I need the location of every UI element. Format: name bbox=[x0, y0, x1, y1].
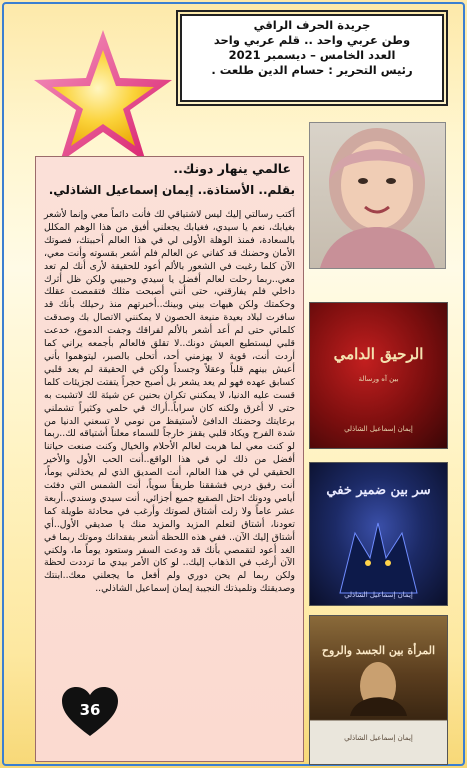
book-cover-1 bbox=[309, 302, 448, 449]
heart-icon bbox=[60, 686, 120, 738]
newspaper-slogan: وطن عربي واحد .. قلم عربي واحد bbox=[213, 33, 411, 47]
book-title: الرحيق الدامي bbox=[333, 345, 424, 363]
book-title: سر بين ضمير خفي bbox=[326, 483, 431, 498]
book-cover-3 bbox=[309, 615, 448, 765]
book-author: إيمان إسماعيل الشاذلي bbox=[344, 425, 413, 433]
author-photo bbox=[309, 122, 446, 269]
book-author: إيمان إسماعيل الشاذلي bbox=[344, 591, 413, 599]
editor-info: رئيس التحرير : حسام الدين طلعت . bbox=[211, 63, 413, 77]
book-author: إيمان إسماعيل الشاذلي bbox=[344, 734, 413, 742]
article-box bbox=[35, 156, 304, 762]
book-subtitle: بين آه ورسالة bbox=[358, 375, 399, 383]
newspaper-name: جريدة الحرف الراقي bbox=[253, 18, 371, 32]
star-decoration bbox=[28, 26, 178, 168]
book-cover-2 bbox=[309, 462, 448, 606]
article-body: أكتب رسالتي إليك ليس لاشتياقي لك فأنت دائماً معي وإنما لأشعر بغيابك، نعم يا سيدي، فغيابك يجعلني أفيق من هذا الوهم المكلل بالسعادة، فمنذ الوهلة الأولى لي في هذا العالم أحببتك، فصوتك الأمان وحضنك قد كفاني عن العالم فلم أشعر بقسوته وأنت معي، الآن كلما رغبت في الشعور بالألم أعود للحقيقة لأرى أنك لم تعد معي..ربما رحلت لعالم أفضل يا سيدي وحبيبي ولكن ظل أثرك داخلي فلم يفارقني، حتى أنني أصبحت مثلك فتقمصت عقلك وحكمتك ولكن هيهات بيني وبينك..أخبرتهم منذ رحيلك بأنك قد سافرت لبلاد بعيدة منيعة الحصون لا يمكنني الاتصال بك وصدقت كلماتي حتى لم أعد أشعر بالألم لفراقك وجفت الدموع، خدعت قلبي ليستطيع العيش دونك..لا تقلق فالعالم بأجمعه يراني كما أردت أنت، قوية لا يهزمني أحد، أتحلى بالصبر، ليتوهموا بأني أعيش بينهم قلباً وعقلاً وجسداً ولكن في الحقيقة لم يعد قلبي كسابق عهده فهو لم يعد يشعر بل أصبح حجراً يتفتت لجزيئات كلما قست عليه الدنيا، لا يمكنني تكران بحنين عن شيئة لك لاتشبت به حتى لا أغرق ولكنه كان سراباً..أراك في حلمي وكثيراً تشملني برعايتك وحضنك الدافئ لأستيقظ من نومي لا تسعني الدنيا من شدة الفرح ويكاد قلبي يقفز خارجاً للسماء معلناً أشتياقه لك..ربما لو كنت معي لما هربت لعالم الأحلام والخيال وكنت صنعت حياتنا أفضل من ذلك لي في هذا الواقع..أنت الحب الأول والأخير الحقيقي لي في هذا العالم، أنت الصديق الذي لم يخذلني يوماً، أنت رفيق دربي فشققنا طريقاً سوياً، أنت الشمس التي دفئت أيامي ودونك احتل الصقيع جميع أجزائي، أنت سيدي وسندي..أربعة عشر عاماً ولا زلت أشتاق لصوتك وأرغب في محادثة طويلة كما تعودنا، أشتاق لتعلم المزيد والمزيد منك يا صديقي الأول..أي أشتاق إليك الآن.. ففي هذه اللحظة أشعر بفقدانك وموتك ربما في الغد أعود لتقمصي بأنك قد ودعت السفر وستعود يوماً ما، ولكني الآن أرغب في الذهاب إليك.. لو كان الأمر بيدي ما ترددت لحظة ولكن ربما لم يحن دوري ولم أفعل ما يجعلني معك..ابنتك وصديقتك وتلميذتك النجيبة إيمان إسماعيل الشاذلي.. bbox=[44, 209, 295, 595]
article-byline: بقلم.. الأستاذة.. إيمان إسماعيل الشاذلي. bbox=[48, 183, 295, 197]
article-headline: عالمي ينهار دونك.. bbox=[173, 161, 291, 176]
page-number: 36 bbox=[79, 701, 101, 719]
issue-info: العدد الخامس – ديسمبر 2021 bbox=[228, 48, 396, 62]
book-title: المرأة بين الجسد والروح bbox=[321, 644, 436, 657]
newspaper-header bbox=[180, 14, 444, 102]
